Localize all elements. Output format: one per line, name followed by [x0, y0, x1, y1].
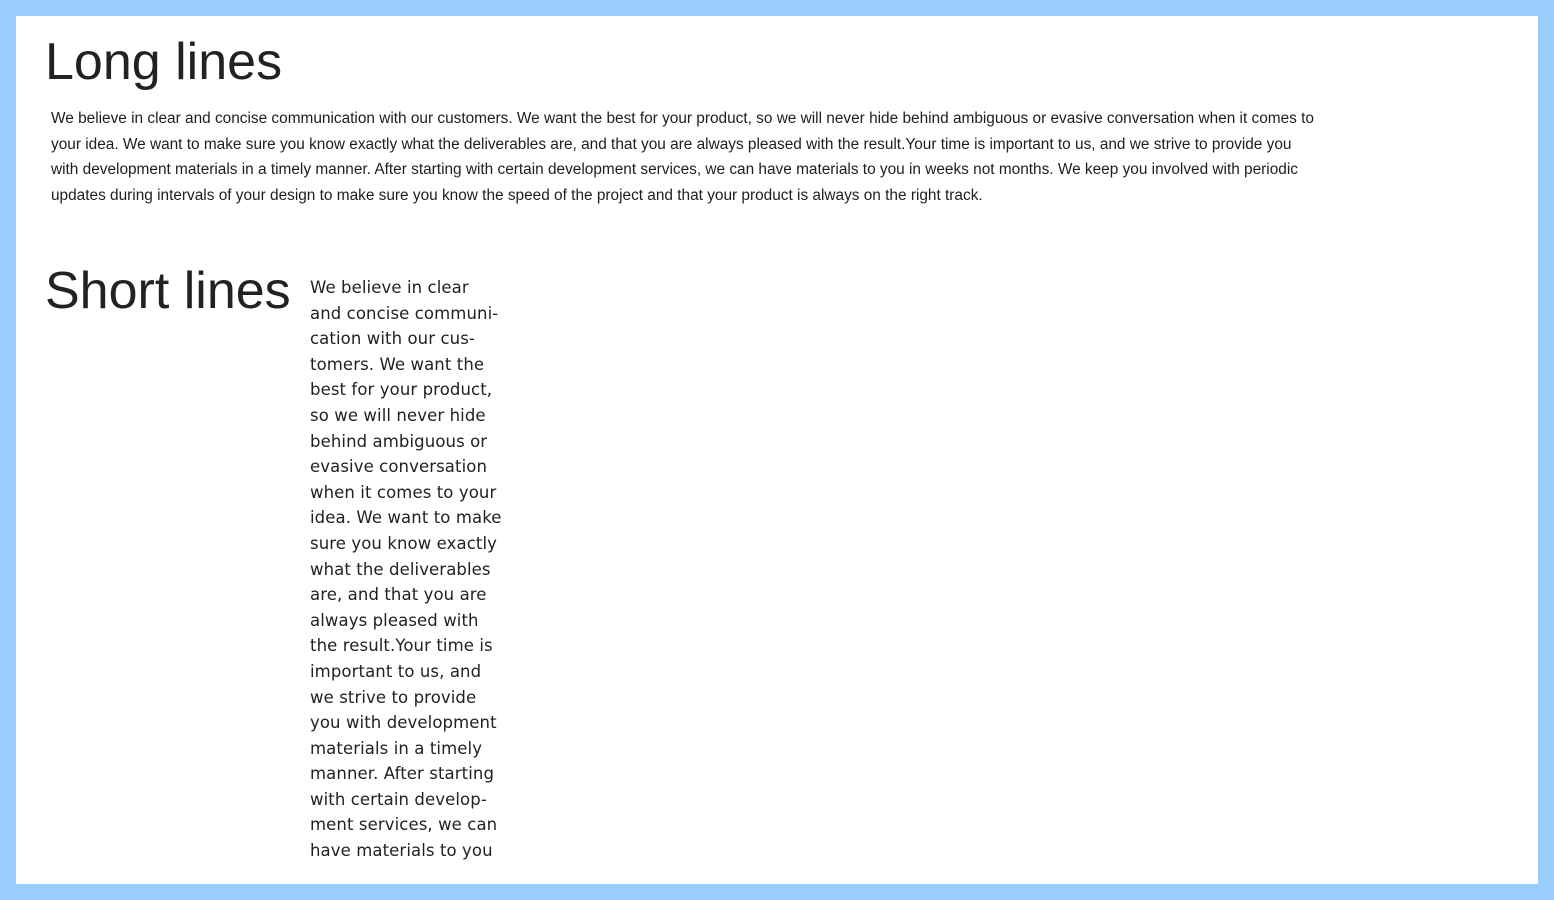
short-lines-heading: Short lines [45, 262, 291, 320]
short-line: idea. We want to make [310, 508, 502, 528]
short-line: sure you know exactly [310, 533, 498, 553]
short-line: best for your product, [310, 380, 493, 400]
content-frame [16, 16, 1538, 884]
short-line: what the deliverables [310, 559, 491, 579]
short-line: we strive to provide [310, 687, 477, 707]
long-lines-paragraph: We believe in clear and concise communication with our customers. We want the best for your product, so we will never hide behind ambiguous or evasive conversation when it comes to your idea. We want to make sure you know exactly what the deliverables are, and that you are always pleased with the result.Your time is important to us, and we strive to provide you with development materials in a timely manner. After starting with certain development services, we can have materials to you in weeks not months. We keep you involved with periodic updates during intervals of your design to make sure you know the speed of the project and that your product is always on the right track. [51, 110, 1314, 205]
short-line: materials in a timely [310, 738, 483, 758]
short-line: when it comes to your [310, 482, 497, 502]
short-line: evasive conversation [310, 457, 488, 477]
short-line: always pleased with [310, 610, 479, 630]
short-line: cation with our cus- [310, 329, 475, 349]
short-line: We believe in clear [310, 278, 469, 297]
short-line: and concise communi- [310, 303, 499, 323]
short-line: you with development [310, 713, 497, 733]
short-lines-paragraph [310, 275, 510, 880]
short-line: the result.Your time is [310, 636, 493, 656]
short-line: behind ambiguous or [310, 431, 488, 451]
short-line: so we will never hide [310, 405, 486, 425]
short-line: with certain develop- [310, 789, 487, 809]
short-line: manner. After starting [310, 764, 495, 784]
short-line: tomers. We want the [310, 354, 485, 374]
short-line: have materials to you [310, 841, 493, 861]
short-line: are, and that you are [310, 585, 487, 605]
short-line: ment services, we can [310, 815, 498, 835]
short-line: important to us, and [310, 661, 482, 681]
long-lines-heading: Long lines [45, 33, 283, 91]
